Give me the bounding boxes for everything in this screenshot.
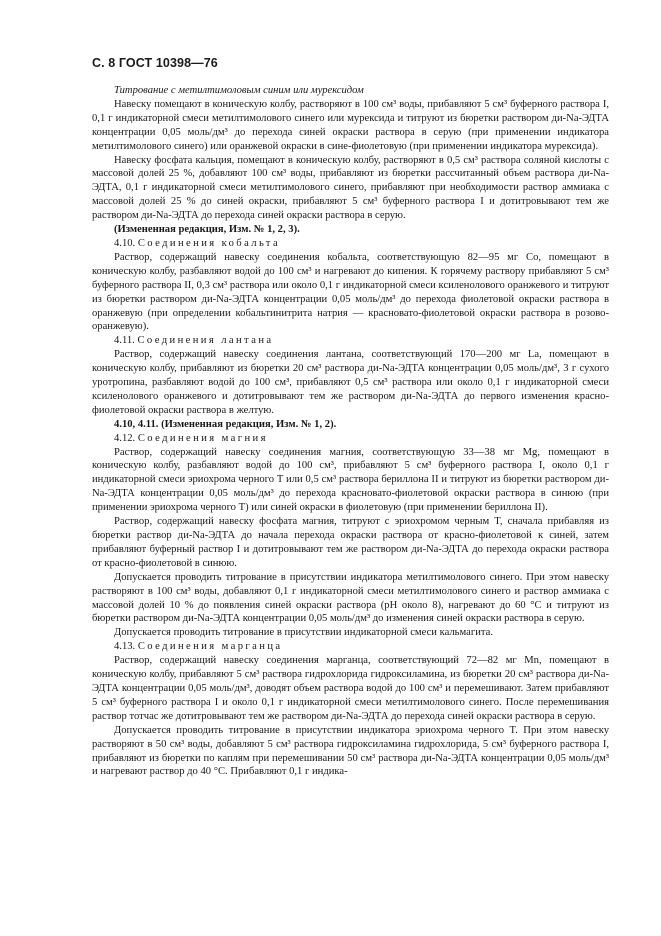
body-paragraph: Раствор, содержащий навеску соединения магния, соответствующую 33—38 мг Mg, помещают в коническую колбу, разбавляют водой до 100 см³, прибавляют 5 см³ буферного раствора I, около 0,1 г индикаторной смеси эриохрома черного T или 0,5 см³ раствора бериллона II и титруют из бюретки раствором ди-Na-ЭДТА концентрации 0,05 моль/дм³ до перехода красновато-фиолетовой окраски раствора в синюю (при применении эриохрома черного T) или синей окраски в фиолетовую (при применении бериллона II).	[92, 446, 609, 514]
page-header: С. 8 ГОСТ 10398—76	[92, 56, 218, 70]
body-paragraph: Навеску фосфата кальция, помещают в коническую колбу, растворяют в 0,5 см³ раствора соляной кислоты с массовой долей 25 %, добавляют 100 см³ воды, прибавляют из бюретки рассчитанный объем раствора ди-Na-ЭДТА, 0,1 г индикаторной смеси метилтимолового синего, прибавляют при необходимости раствор аммиака с массовой долей 25 % до синей окраски, прибавляют 5 см³ буферного раствора I и дотитровывают тем же раствором ди-Na-ЭДТА до перехода синей окраски раствора в серую.	[92, 154, 609, 222]
section-heading	[92, 640, 609, 654]
revision-note: (Измененная редакция, Изм. № 1, 2, 3).	[114, 224, 300, 236]
section-number: 4.13.	[114, 641, 138, 653]
body-paragraph: Раствор, содержащий навеску соединения кобальта, соответствующую 82—95 мг Co, помещают в коническую колбу, разбавляют водой до 100 см³ и нагревают до кипения. К горячему раствору прибавляют 5 см³ буферного раствора II, 0,3 см³ раствора или около 0,1 г индикаторной смеси ксиленолового оранжевого и титруют из бюретки раствором ди-Na-ЭДТА концентрации 0,05 моль/дм³ до перехода фиолетовой окраски раствора в оранжевую (при определении кобальтинитрита натрия — красновато-фиолетовой окраски раствора в розово-оранжевую).	[92, 251, 609, 333]
body-paragraph: Раствор, содержащий навеску соединения марганца, соответствующий 72—82 мг Mn, помещают в коническую колбу, прибавляют 5 см³ раствора гидрохлорида гидроксиламина, из бюретки 20 см³ раствора ди-Na-ЭДТА концентрации 0,05 моль/дм³, доводят объем раствора водой до 100 см³ и перемешивают. Затем прибавляют 5 см³ буферного раствора I и около 0,1 г индикаторной смеси метилтимолового синего. После перемешивания раствор тотчас же дотитровывают тем же раствором ди-Na-ЭДТА до перехода синей окраски раствора в серую.	[92, 655, 609, 722]
subsection-title: Титрование с метилтимоловым синим или мурексидом	[114, 85, 364, 96]
section-number: 4.11.	[114, 335, 138, 347]
section-heading	[92, 237, 609, 251]
document-text	[92, 84, 609, 779]
section-title: Соединения кобальта	[137, 237, 281, 249]
section-title: Соединения магния	[137, 432, 268, 444]
body-paragraph: Допускается проводить титрование в присутствии индикатора метилтимолового синего. При этом навеску растворяют в 100 см³ воды, добавляют 0,1 г индикаторной смеси метилтимолового синего и раствор аммиака с массовой долей 10 % до появления синей окраски раствора (pH около 8), нагревают до 60 °С и титруют из бюретки раствором ди-Na-ЭДТА концентрации 0,05 моль/дм³ до изменения синей окраски раствора в серую.	[92, 571, 609, 625]
section-number: 4.12.	[114, 432, 138, 444]
section-number: 4.10.	[114, 237, 138, 249]
body-paragraph: Навеску помещают в коническую колбу, растворяют в 100 см³ воды, прибавляют 5 см³ буферного раствора I, 0,1 г индикаторной смеси метилтимолового синего или мурексида и титруют из бюретки раствором ди-Na-ЭДТА концентрации 0,05 моль/дм³ до перехода синей окраски раствора в серую (при применении индикатора метилтимолового синего) или оранжевой окраски в сине-фиолетовую (при применении индикатора мурексида).	[92, 98, 609, 152]
section-heading	[92, 334, 609, 348]
body-paragraph: Раствор, содержащий навеску фосфата магния, титруют с эриохромом черным T, сначала прибавляя из бюретки раствор ди-Na-ЭДТА до начала перехода окраски раствора от красно-фиолетовой к синей, затем прибавляют буферный раствор I и дотитровывают тем же раствором ди-Na-ЭДТА до перехода окраски раствора от красно-фиолетовой в синюю.	[92, 516, 609, 569]
body-paragraph: Допускается проводить титрование в присутствии индикатора эриохрома черного T. При этом навеску растворяют в 50 см³ воды, добавляют 5 см³ раствора гидроксиламина гидрохлорида, 5 см³ буферного раствора I, прибавляют из бюретки по каплям при перемешивании 50 см³ раствора ди-Na-ЭДТА концентрации 0,05 моль/дм³ и нагревают раствор до 40 °С. Прибавляют 0,1 г индика-	[92, 724, 609, 778]
section-title: Соединения лантана	[137, 335, 274, 347]
section-heading	[92, 432, 609, 446]
revision-note: 4.10, 4.11. (Измененная редакция, Изм. № 1, 2).	[114, 418, 337, 430]
body-paragraph: Допускается проводить титрование в присутствии индикаторной смеси кальмагита.	[114, 627, 493, 639]
section-title: Соединения марганца	[137, 641, 283, 653]
body-paragraph: Раствор, содержащий навеску соединения лантана, соответствующий 170—200 мг La, помещают в коническую колбу, прибавляют из бюретки 20 см³ раствора ди-Na-ЭДТА концентрации 0,05 моль/дм³, 3 г сухого уротропина, разбавляют водой до 100 см³, прибавляют 0,5 см³ раствора или около 0,1 г индикаторной смеси ксиленолового оранжевого и дотитровывают тем же раствором ди-Na-ЭДТА до первого изменения красно-фиолетовой окраски раствора в желтую.	[92, 349, 609, 416]
